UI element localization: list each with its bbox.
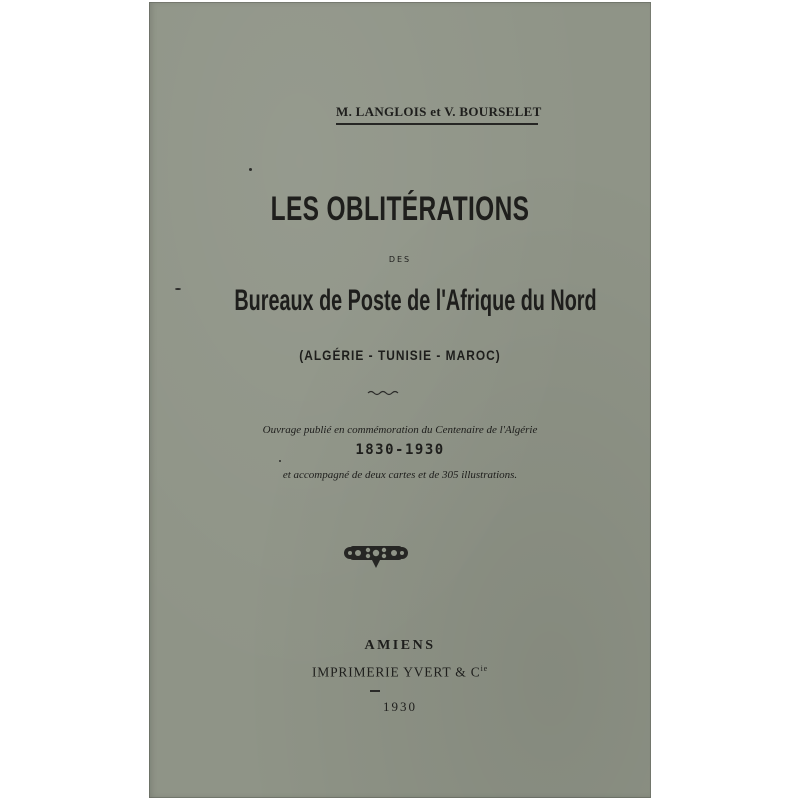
floral-ornament-icon <box>344 537 408 569</box>
wave-divider-icon <box>367 388 401 396</box>
paper-speck <box>249 168 252 171</box>
book-cover <box>149 2 651 798</box>
accompaniment-text: et accompagné de deux cartes et de 305 illustrations. <box>282 469 518 481</box>
book-subtitle: Bureaux de Poste de l'Afrique du Nord <box>234 284 597 317</box>
publication-year: 1930 <box>383 699 417 714</box>
dates-text: 1830-1930 <box>355 442 445 458</box>
printer-name <box>149 664 651 681</box>
countries-line: (ALGÉRIE - TUNISIE - MAROC) <box>299 347 501 363</box>
year-rule <box>370 690 380 692</box>
title-connector: DES <box>388 255 412 264</box>
paper-speck <box>175 288 181 290</box>
authors-line: M. LANGLOIS et V. BOURSELET <box>336 104 538 125</box>
book-title: LES OBLITÉRATIONS <box>270 190 530 228</box>
printer-label: IMPRIMERIE YVERT & C <box>312 664 481 680</box>
publication-city: AMIENS <box>364 638 436 653</box>
printer-superscript: ie <box>480 664 488 673</box>
paper-speck <box>279 460 281 462</box>
intro-text: Ouvrage publié en commémoration du Centenaire de l'Algérie <box>262 424 538 436</box>
